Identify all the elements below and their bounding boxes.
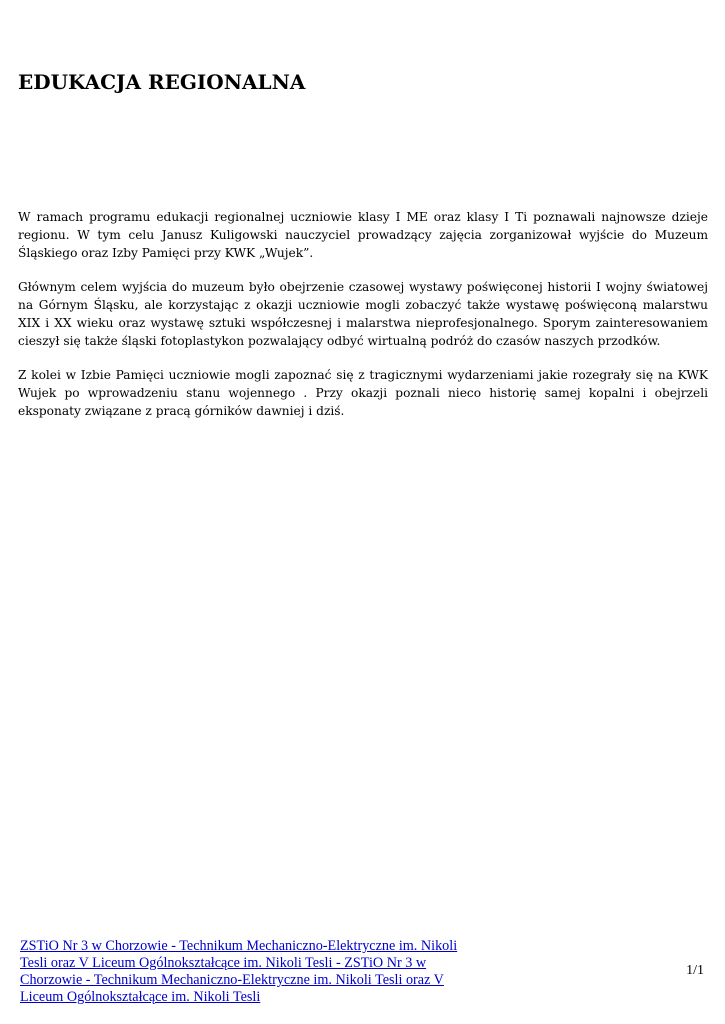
page-title: EDUKACJA REGIONALNA [18, 70, 306, 94]
paragraph-1: W ramach programu edukacji regionalnej uczniowie klasy I ME oraz klasy I Ti poznawali najnowsze dzieje regionu. W tym celu Janusz Kuligowski nauczyciel prowadzący zajęcia zorganizował wyjście do Muzeum Śląskiego oraz Izby Pamięci przy KWK „Wujek”. [18, 210, 708, 260]
footer-school-link[interactable]: ZSTiO Nr 3 w Chorzowie - Technikum Mechaniczno-Elektryczne im. Nikoli Tesli oraz V Liceum Ogólnokształcące im. Nikoli Tesli - ZSTiO Nr 3 w Chorzowie - Technikum Mechaniczno-Elektryczne im. Nikoli Tesli oraz V Liceum Ogólnokształcące im. Nikoli Tesli [20, 938, 458, 1005]
page-number: 1/1 [686, 963, 704, 978]
article-body [18, 208, 708, 436]
paragraph-2: Głównym celem wyjścia do muzeum było obejrzenie czasowej wystawy poświęconej historii I wojny światowej na Górnym Śląsku, ale korzystając z okazji uczniowie mogli zobaczyć także wystawę poświęconą malarstwu XIX i XX wieku oraz wystawę sztuki współczesnej i malarstwa nieprofesjonalnego. Sporym zainteresowaniem cieszył się także śląski fotoplastykon pozwalający odbyć wirtualną podróż do czasów naszych przodków. [18, 280, 708, 348]
paragraph-3: Z kolei w Izbie Pamięci uczniowie mogli zapoznać się z tragicznymi wydarzeniami jakie rozegrały się na KWK Wujek po wprowadzeniu stanu wojennego . Przy okazji poznali nieco historię samej kopalni i obejrzeli eksponaty związane z pracą górników dawniej i dziś. [18, 368, 708, 418]
